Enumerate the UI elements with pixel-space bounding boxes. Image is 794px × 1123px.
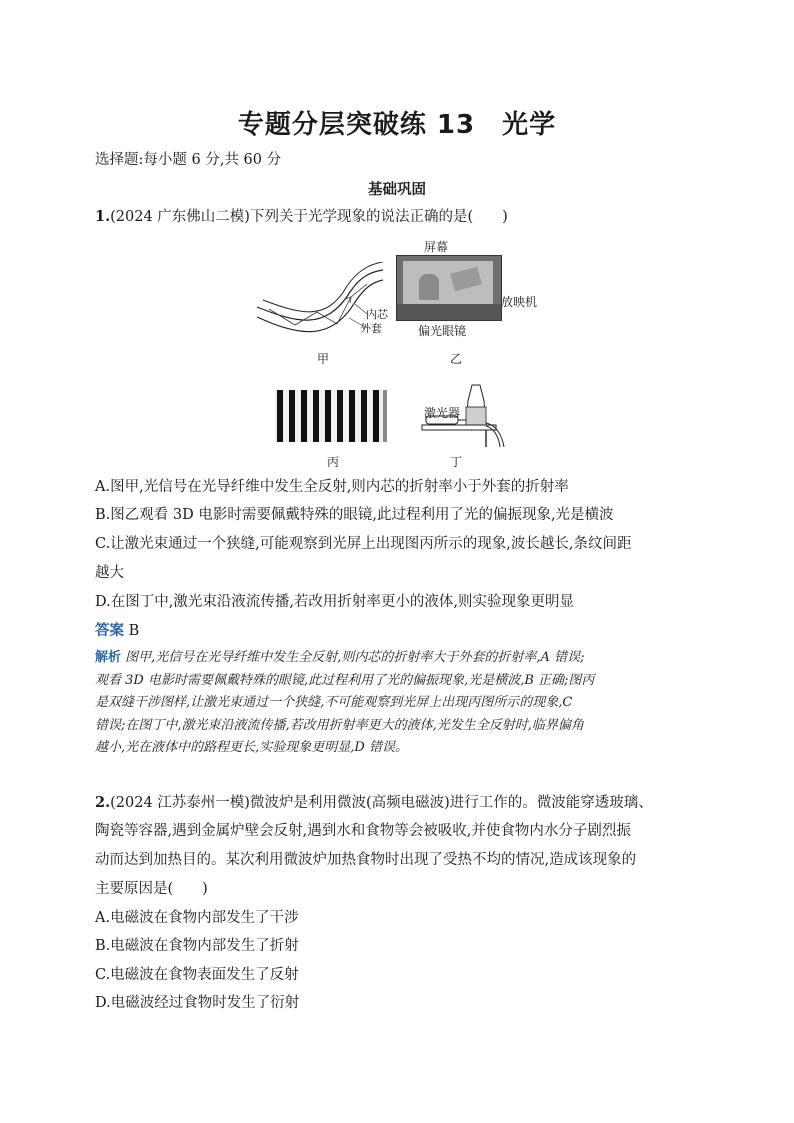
audience-row xyxy=(397,304,501,320)
figure-silhouette xyxy=(419,274,439,300)
option-d: D.电磁波经过食物时发生了衍射 xyxy=(95,995,300,1011)
label-polarized-glasses: 偏光眼镜 xyxy=(418,324,467,338)
question-text: (2024 江苏泰州一模)微波炉是利用微波(高频电磁波)进行工作的。微波能穿透玻璃、 xyxy=(110,795,653,811)
explanation-line: 越小,光在液体中的路程更长,实验现象更明显,D 错误。 xyxy=(95,740,408,755)
option-c-continued: 越大 xyxy=(95,565,124,581)
explanation-label: 解析 xyxy=(95,650,122,665)
option-a: A.图甲,光信号在光导纤维中发生全反射,则内芯的折射率小于外套的折射率 xyxy=(95,479,569,495)
question-number: 1. xyxy=(95,208,111,225)
figure-bing-fringes xyxy=(275,390,387,442)
answer-line xyxy=(95,621,139,641)
question-2-stem-line: 陶瓷等容器,遇到金属炉壁会反射,遇到水和食物等会被吸收,并使食物内水分子剧烈振 xyxy=(95,823,631,839)
explanation-line: 观看 3D 电影时需要佩戴特殊的眼镜,此过程利用了光的偏振现象,光是横波,B 正确;图丙 xyxy=(95,672,595,688)
explanation-line: 解析 图甲,光信号在光导纤维中发生全反射,则内芯的折射率大于外套的折射率,A 错误; xyxy=(95,650,585,665)
caption-ding: 丁 xyxy=(450,455,463,469)
label-outer-cladding: 外套 xyxy=(360,322,382,335)
question-2-stem-line: 主要原因是( ) xyxy=(95,881,208,897)
caption-yi: 乙 xyxy=(450,352,463,366)
explanation-line: 错误;在图丁中,激光束沿液流传播,若改用折射率更大的液体,光发生全反射时,临界偏角 xyxy=(95,717,584,733)
answer-label: 答案 xyxy=(95,623,124,639)
caption-jia: 甲 xyxy=(317,352,330,366)
figure-yi-photo xyxy=(396,255,502,321)
question-number: 2. xyxy=(95,794,111,811)
option-c: C.让激光束通过一个狭缝,可能观察到光屏上出现图丙所示的现象,波长越长,条纹间距 xyxy=(95,536,632,552)
question-2-stem-line: 动而达到加热目的。某次利用微波炉加热食物时出现了受热不均的情况,造成该现象的 xyxy=(95,852,637,868)
option-c: C.电磁波在食物表面发生了反射 xyxy=(95,967,299,983)
subtitle: 选择题:每小题 6 分,共 60 分 xyxy=(95,152,282,168)
option-b: B.电磁波在食物内部发生了折射 xyxy=(95,938,299,954)
label-inner-core: 内芯 xyxy=(366,308,388,321)
section-heading: 基础巩固 xyxy=(368,182,426,198)
question-text: (2024 广东佛山二模)下列关于光学现象的说法正确的是( ) xyxy=(110,209,508,225)
label-screen: 屏幕 xyxy=(424,240,449,254)
option-d: D.在图丁中,激光束沿液流传播,若改用折射率更小的液体,则实验现象更明显 xyxy=(95,594,575,610)
question-1-stem xyxy=(95,207,508,227)
option-a: A.电磁波在食物内部发生了干涉 xyxy=(95,910,299,926)
page-title: 专题分层突破练 13 光学 xyxy=(237,110,557,140)
explanation-line: 是双缝干涉图样,让激光束通过一个狭缝,不可能观察到光屏上出现丙图所示的现象,C xyxy=(95,695,573,710)
option-b: B.图乙观看 3D 电影时需要佩戴特殊的眼镜,此过程利用了光的偏振现象,光是横波 xyxy=(95,507,614,523)
question-2-stem xyxy=(95,793,653,813)
caption-bing: 丙 xyxy=(327,455,340,469)
label-laser: 激光器 xyxy=(424,406,461,420)
label-projector: 放映机 xyxy=(501,295,538,309)
answer-value: B xyxy=(128,623,140,639)
explanation-block xyxy=(95,647,701,760)
